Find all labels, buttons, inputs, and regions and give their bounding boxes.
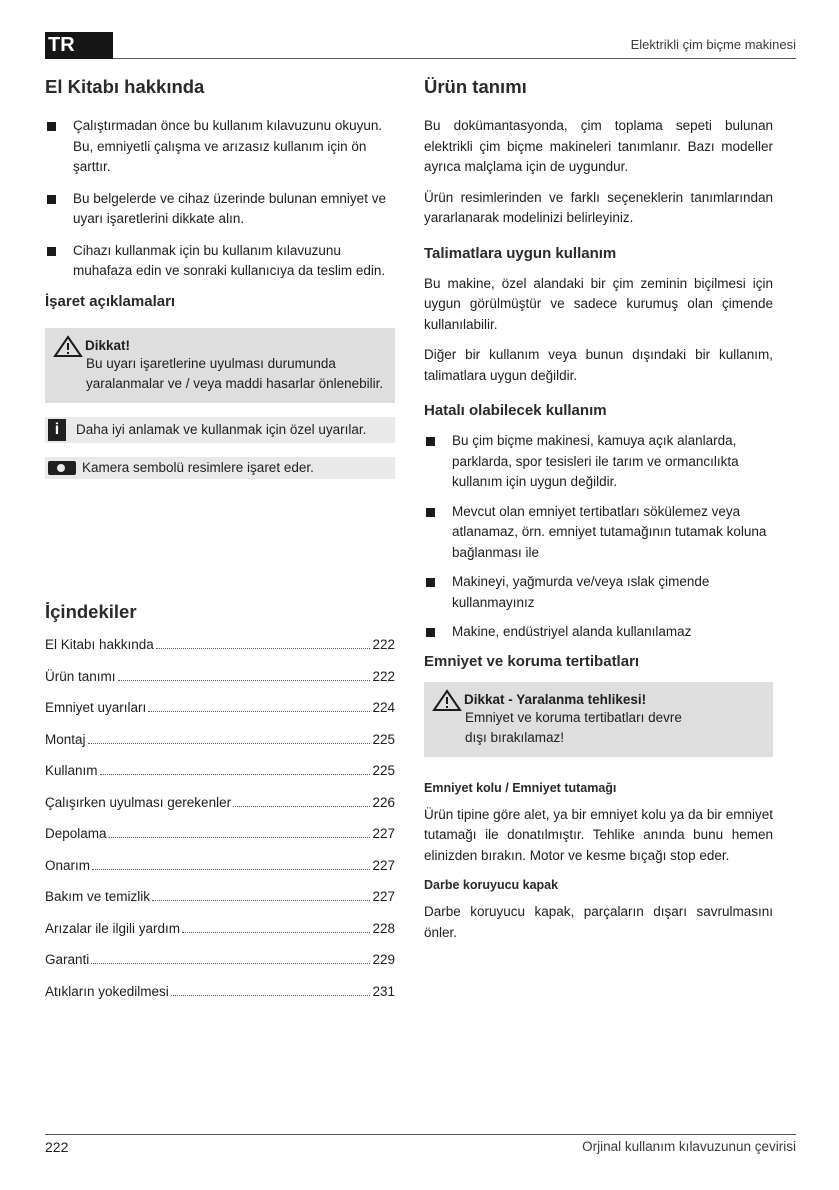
toc-leader xyxy=(148,711,370,712)
toc-label: Ürün tanımı xyxy=(45,668,116,684)
toc-label: Onarım xyxy=(45,857,91,873)
toc-page: 227 xyxy=(372,826,395,841)
list-item: Cihazı kullanmak için bu kullanım kılavuzunu muhafaza edin ve sonraki kullanıcıya da teslim edin. xyxy=(45,241,395,282)
toc-entry[interactable] xyxy=(45,826,395,858)
toc-label: Atıkların yokedilmesi xyxy=(45,983,169,999)
toc-leader xyxy=(100,774,371,775)
toc-label: Bakım ve temizlik xyxy=(45,889,151,904)
toc-label: Çalışırken uyulması gerekenler xyxy=(45,794,232,810)
info-icon: i xyxy=(48,419,66,441)
toc-leader xyxy=(91,963,370,964)
toc-page: 225 xyxy=(372,731,395,747)
list-item: Makineyi, yağmurda ve/veya ıslak çimende kullanmayınız xyxy=(424,572,773,613)
toc-label: Garanti xyxy=(45,952,90,967)
intended-use-heading: Talimatlara uygun kullanım xyxy=(424,244,617,262)
right-column xyxy=(424,76,773,953)
info-text: Daha iyi anlamak ve kullanmak için özel uyarılar. xyxy=(76,422,367,437)
toc-leader xyxy=(171,995,371,996)
header-rule xyxy=(113,58,796,59)
guard-heading: Darbe koruyucu kapak xyxy=(424,878,559,892)
toc-entry[interactable] xyxy=(45,858,395,890)
lever-heading: Emniyet kolu / Emniyet tutamağı xyxy=(424,780,617,795)
toc-label: Depolama xyxy=(45,826,107,841)
toc-entry[interactable] xyxy=(45,984,395,1016)
toc-entry[interactable] xyxy=(45,795,395,827)
toc-heading: İçindekiler xyxy=(45,601,137,622)
list-item: Mevcut olan emniyet tertibatları sökülemez veya atlanamaz, örn. emniyet tutamağının tutamak koluna bağlanması ile xyxy=(424,502,773,564)
toc-leader xyxy=(156,648,371,649)
toc-leader xyxy=(88,743,371,744)
toc-page: 227 xyxy=(372,889,395,904)
warning-triangle-icon xyxy=(432,689,462,711)
toc-entry[interactable] xyxy=(45,732,395,764)
toc-label: Kullanım xyxy=(45,763,98,778)
danger-notice xyxy=(424,682,773,757)
info-note xyxy=(45,417,395,443)
toc-entry[interactable] xyxy=(45,669,395,701)
list-item: Makine, endüstriyel alanda kullanılamaz xyxy=(424,622,773,643)
toc-label: Arızalar ile ilgili yardım xyxy=(45,920,181,936)
toc-page: 231 xyxy=(372,983,395,999)
header-title: Elektrikli çim biçme makinesi xyxy=(630,37,796,52)
safety-heading: Emniyet ve koruma tertibatları xyxy=(424,652,640,670)
toc-leader xyxy=(109,837,371,838)
toc-leader xyxy=(152,900,370,901)
toc-entry[interactable] xyxy=(45,637,395,669)
product-paragraph: Bu dokümantasyonda, çim toplama sepeti bulunan elektrikli çim biçme makineleri tanımlanır. Bazı modeller ayrıca malçlama için de uygundur. xyxy=(424,118,773,174)
left-column xyxy=(45,76,395,479)
misuse-list xyxy=(424,431,773,643)
toc-page: 228 xyxy=(372,920,395,936)
danger-text: Emniyet ve koruma tertibatları devre dışı bırakılamaz! xyxy=(465,709,682,745)
toc-entry[interactable] xyxy=(45,921,395,953)
camera-icon xyxy=(48,461,76,475)
footer-note: Orjinal kullanım kılavuzunun çevirisi xyxy=(582,1139,796,1154)
toc-entry[interactable] xyxy=(45,763,395,795)
guard-paragraph: Darbe koruyucu kapak, parçaların dışarı savrulmasını önler. xyxy=(424,904,773,940)
warning-triangle-icon xyxy=(53,335,83,357)
danger-title: Dikkat - Yaralanma tehlikesi! xyxy=(464,692,647,707)
camera-note xyxy=(45,457,395,479)
toc-label: Montaj xyxy=(45,731,86,747)
toc-label: El Kitabı hakkında xyxy=(45,637,154,652)
about-heading: El Kitabı hakkında xyxy=(45,76,205,97)
footer-rule xyxy=(45,1134,796,1135)
toc-page: 225 xyxy=(372,763,395,778)
warning-title: Dikkat! xyxy=(85,338,131,353)
toc-page: 226 xyxy=(372,794,395,810)
toc-entry[interactable] xyxy=(45,700,395,732)
toc-entry[interactable] xyxy=(45,952,395,984)
warning-text: Bu uyarı işaretlerine uyulması durumunda yaralanmalar ve / veya maddi hasarlar önlenebilir. xyxy=(86,355,384,391)
warning-notice xyxy=(45,328,395,403)
toc-page: 224 xyxy=(372,700,395,715)
list-item: Bu çim biçme makinesi, kamuya açık alanlarda, parklarda, spor tesisleri ile tarım ve ormancılıkta kullanım için uygun değildir. xyxy=(424,431,773,493)
lever-paragraph: Ürün tipine göre alet, ya bir emniyet kolu ya da bir emniyet tutamağı ile donatılmıştır. Tehlike anında bunu hemen elinizden bırakın. Motor ve kesme bıçağı stop eder. xyxy=(424,806,773,863)
toc-label: Emniyet uyarıları xyxy=(45,700,147,715)
toc-page: 227 xyxy=(372,857,395,873)
toc-leader xyxy=(233,806,370,807)
symbols-heading: İşaret açıklamaları xyxy=(45,292,176,310)
table-of-contents xyxy=(45,601,395,1015)
camera-text: Kamera sembolü resimlere işaret eder. xyxy=(82,460,314,475)
about-list xyxy=(45,116,395,282)
list-item: Bu belgelerde ve cihaz üzerinde bulunan emniyet ve uyarı işaretlerini dikkate alın. xyxy=(45,189,395,230)
toc-leader xyxy=(182,932,370,933)
intended-use-paragraph: Diğer bir kullanım veya bunun dışındaki bir kullanım, talimatlara uygun değildir. xyxy=(424,347,773,383)
toc-leader xyxy=(118,680,371,681)
toc-entry[interactable] xyxy=(45,889,395,921)
page-number: 222 xyxy=(45,1139,69,1155)
toc-page: 229 xyxy=(372,952,395,967)
toc-page: 222 xyxy=(372,637,395,652)
product-paragraph: Ürün resimlerinden ve farklı seçeneklerin tanımlarından yararlanarak modelinizi belirleyiniz. xyxy=(424,189,773,225)
misuse-heading: Hatalı olabilecek kullanım xyxy=(424,402,607,419)
list-item: Çalıştırmadan önce bu kullanım kılavuzunu okuyun. Bu, emniyetli çalışma ve arızasız kullanım için ön şarttır. xyxy=(45,116,395,178)
product-heading: Ürün tanımı xyxy=(424,76,527,97)
toc-page: 222 xyxy=(372,668,395,684)
toc-leader xyxy=(92,869,370,870)
intended-use-paragraph: Bu makine, özel alandaki bir çim zeminin biçilmesi için uygun görülmüştür ve sadece kurumuş olan çimende kullanılabilir. xyxy=(424,275,773,332)
language-badge: TR xyxy=(45,32,113,59)
